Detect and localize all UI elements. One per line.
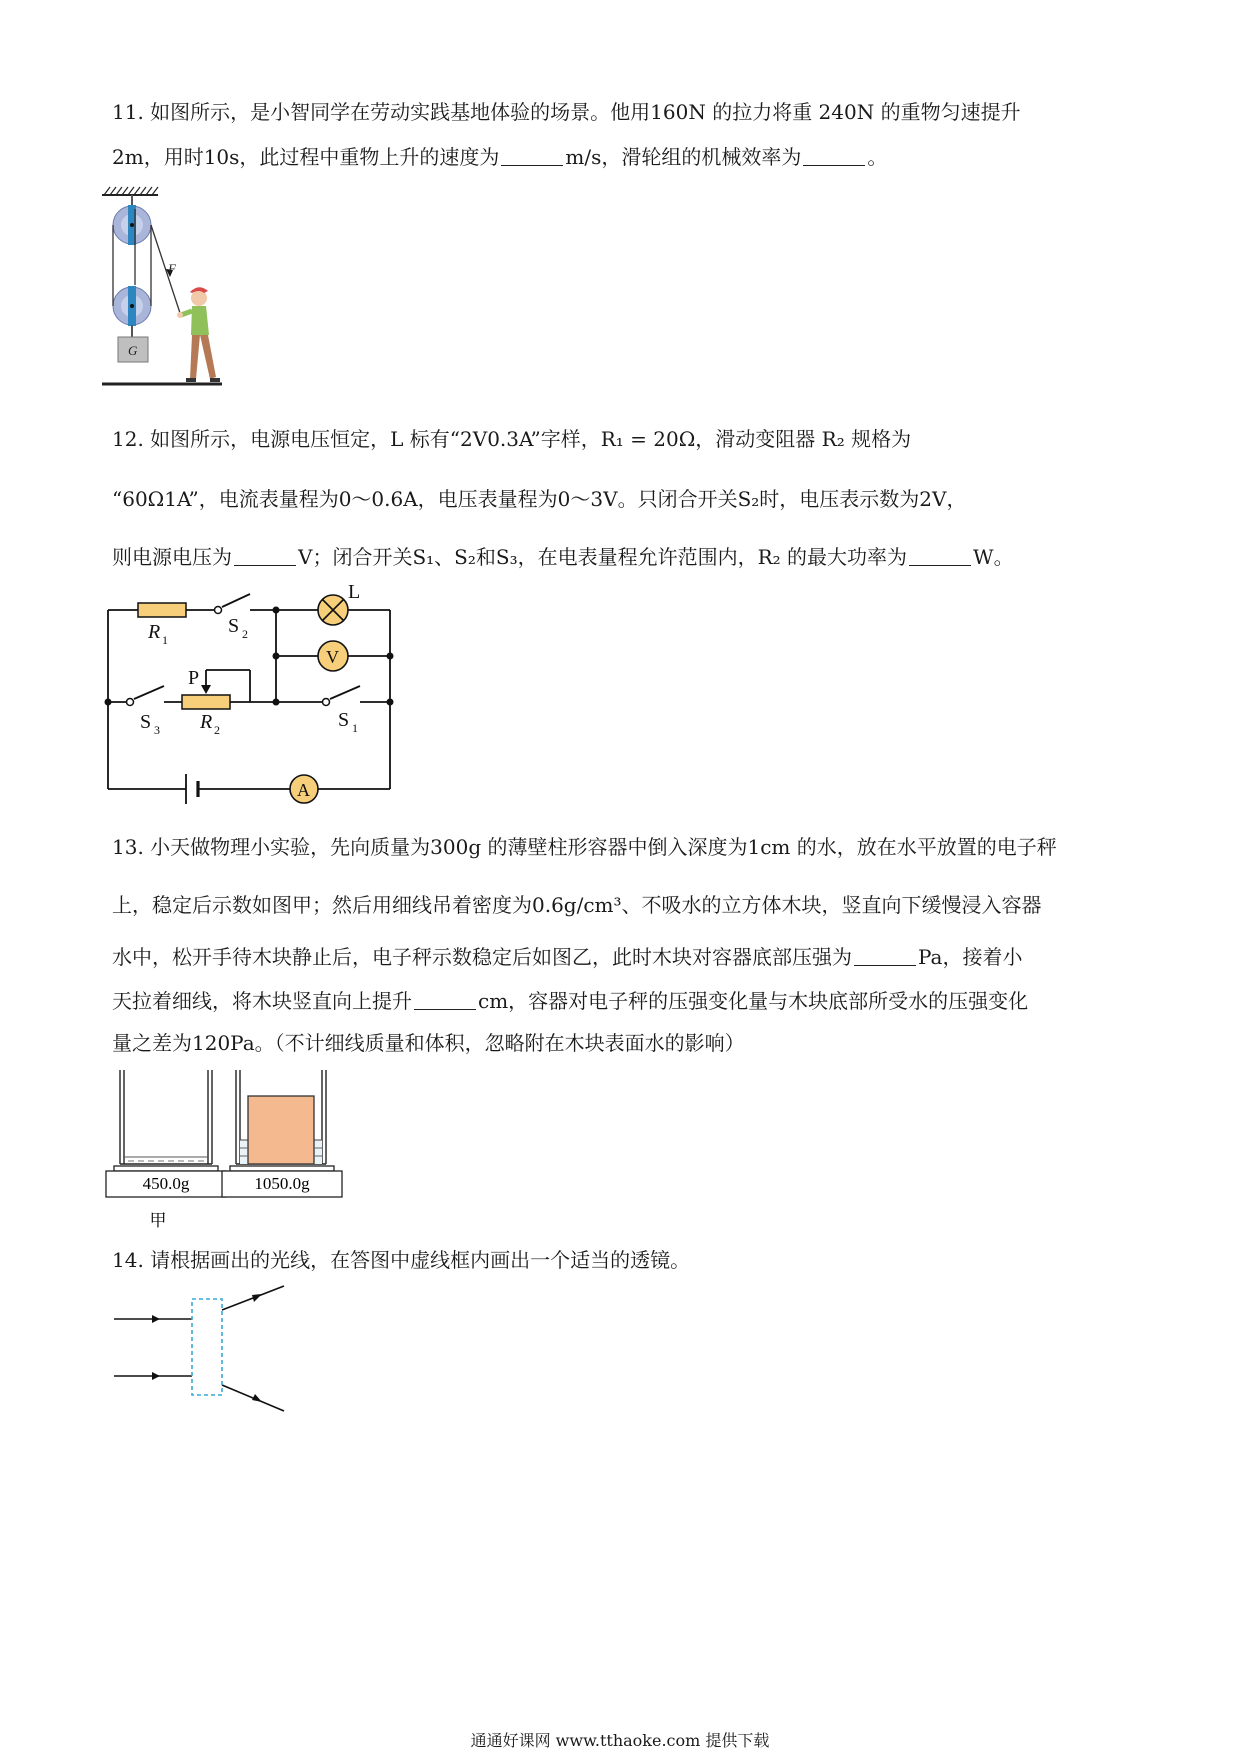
q14-lens-figure (112, 1280, 292, 1420)
q13-text-b: Pa，接着小 (918, 945, 1023, 969)
q12-blank-voltage[interactable] (234, 547, 296, 566)
r2-label: R (200, 711, 213, 733)
r1-label: R (148, 621, 161, 643)
s3-subscript: 3 (154, 723, 160, 737)
q11-blank-efficiency[interactable] (803, 147, 865, 166)
scale-reading-1: 450.0g (142, 1174, 190, 1193)
lamp-label: L (348, 581, 361, 603)
q12-line-2: “60Ω1A”，电流表量程为0～0.6A，电压表量程为0～3V。只闭合开关S₂时，电压表示数为2V， (112, 487, 967, 511)
q11-text-c: 。 (867, 145, 888, 169)
q13-line-5: 量之差为120Pa。（不计细线质量和体积，忽略附在木块表面水的影响） (112, 1031, 745, 1055)
q11-weight-label: G (128, 343, 138, 358)
s2-label: S (228, 615, 240, 637)
q12-line-3 (112, 541, 1014, 570)
q13-blank-lift[interactable] (414, 991, 476, 1010)
q12-circuit-diagram (100, 580, 450, 820)
q11-blank-speed[interactable] (501, 147, 563, 166)
s1-label: S (338, 709, 350, 731)
s3-label: S (140, 711, 152, 733)
q13-text-a: 水中，松开手待木块静止后，电子秤示数稳定后如图乙，此时木块对容器底部压强为 (112, 945, 852, 969)
q11-text-a: 2m，用时10s，此过程中重物上升的速度为 (112, 145, 500, 169)
q11-text-b: m/s，滑轮组的机械效率为 (565, 145, 802, 169)
voltmeter-label: V (326, 647, 339, 667)
slider-label: P (188, 667, 200, 689)
q13-line-2: 上，稳定后示数如图甲；然后用细线吊着密度为0.6g/cm³、不吸水的立方体木块，竖直向下缓慢浸入容器 (112, 893, 1042, 917)
q11-line-1: 11. 如图所示，是小智同学在劳动实践基地体验的场景。他用160N 的拉力将重 240N 的重物匀速提升 (112, 100, 1021, 124)
person-figure (177, 287, 220, 382)
s1-subscript: 1 (352, 721, 358, 735)
s2-subscript: 2 (242, 627, 248, 641)
q13-line-4 (112, 985, 1028, 1014)
lens-dashed-box[interactable] (192, 1299, 222, 1395)
q12-text-a: 则电源电压为 (112, 545, 232, 569)
r1-subscript: 1 (162, 633, 168, 647)
q11-force-label: F (168, 261, 176, 276)
q13-text-d: cm，容器对电子秤的压强变化量与木块底部所受水的压强变化 (478, 989, 1029, 1013)
figure-caption-1: 甲 (149, 1211, 167, 1231)
q11-pulley-figure (100, 185, 230, 395)
footer-text: 通通好课网 www.tthaoke.com 提供下载 (470, 1731, 770, 1750)
q13-line-3 (112, 941, 1022, 970)
r2-subscript: 2 (214, 723, 220, 737)
q13-blank-pressure[interactable] (854, 947, 916, 966)
ammeter-label: A (297, 780, 310, 800)
q13-text-c: 天拉着细线，将木块竖直向上提升 (112, 989, 412, 1013)
q13-scale-figure (112, 1068, 372, 1238)
q14-line-1: 14. 请根据画出的光线，在答图中虚线框内画出一个适当的透镜。 (112, 1248, 691, 1272)
q12-blank-power[interactable] (909, 547, 971, 566)
q13-line-1: 13. 小天做物理小实验，先向质量为300g 的薄壁柱形容器中倒入深度为1cm 的水，放在水平放置的电子秤 (112, 835, 1057, 859)
q11-line-2 (112, 141, 887, 170)
q12-text-b: V；闭合开关S₁、S₂和S₃，在电表量程允许范围内，R₂ 的最大功率为 (298, 545, 908, 569)
scale-reading-2: 1050.0g (254, 1174, 310, 1193)
q12-line-1: 12. 如图所示，电源电压恒定，L 标有“2V0.3A”字样，R₁ = 20Ω，滑动变阻器 R₂ 规格为 (112, 427, 912, 451)
q12-text-c: W。 (973, 545, 1014, 569)
